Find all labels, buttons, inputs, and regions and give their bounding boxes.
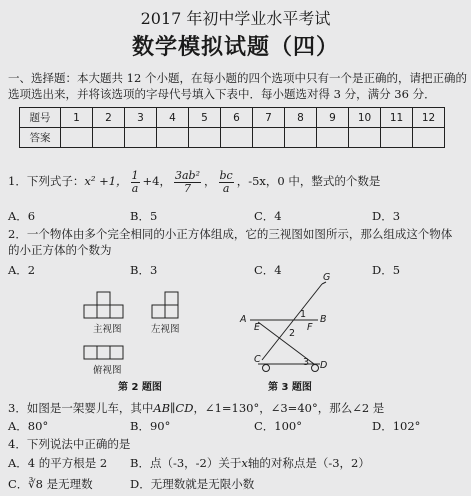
- question-3-option-b: B．90°: [130, 419, 171, 433]
- answer-table-number: 10: [349, 108, 381, 128]
- answer-cell[interactable]: [349, 128, 381, 148]
- question-1-option-c: C．4: [254, 209, 282, 223]
- front-view-label: 主视图: [93, 324, 122, 335]
- question-4-option-c: C．∛8 是无理数: [8, 477, 93, 491]
- question-4-option-b-prefix: B．点（-3，-2）关于: [130, 456, 242, 470]
- rear-wheel: [263, 365, 270, 372]
- top-view-square: [110, 346, 123, 359]
- top-view-label: 俯视图: [93, 365, 122, 376]
- answer-table-number: 11: [381, 108, 413, 128]
- question-1-option-b: B．5: [130, 209, 158, 223]
- question-3-stem: [8, 400, 384, 416]
- front-view-square: [97, 292, 110, 305]
- point-label-f: F: [307, 322, 313, 333]
- question-2-option-c: C．4: [254, 263, 282, 277]
- question-1-suffix: ，-5x，0 中，整式的个数是: [236, 174, 381, 188]
- question-2-option-b: B．3: [130, 263, 158, 277]
- answer-table-header-label: 题号: [20, 108, 61, 128]
- question-1-term-1: x² +1，: [84, 174, 128, 188]
- answer-table-number: 1: [61, 108, 93, 128]
- point-label-c: C: [254, 354, 261, 365]
- fraction-denominator: 7: [184, 181, 191, 195]
- exam-subtitle: 数学模拟试题（四）: [131, 34, 339, 60]
- question-4-stem: 4．下列说法中正确的是: [8, 437, 131, 451]
- answer-table-number: 9: [317, 108, 349, 128]
- answer-table-number: 8: [285, 108, 317, 128]
- parallel-symbol: ∥: [170, 401, 176, 415]
- answer-table-number: 4: [157, 108, 189, 128]
- point-label-e: E: [254, 322, 261, 333]
- answer-cell[interactable]: [285, 128, 317, 148]
- handle-bar-gc: [262, 284, 322, 360]
- variable-x: x: [241, 456, 248, 470]
- answer-table-number: 3: [125, 108, 157, 128]
- question-1-fraction-3: [219, 170, 234, 195]
- section1-instructions-line1: 一、选择题：本大题共 12 个小题，在每小题的四个选项中只有一个是正确的，请把正确的: [8, 71, 467, 85]
- question-1-prefix: 1．下列式子：: [8, 174, 85, 188]
- answer-table-number: 2: [93, 108, 125, 128]
- point-label-b: B: [320, 314, 327, 325]
- point-label-g: G: [323, 272, 331, 283]
- question-4-option-d: D．无理数就是无限小数: [130, 477, 255, 491]
- exam-title: 2017 年初中学业水平考试: [140, 9, 331, 28]
- fraction-denominator: a: [131, 181, 139, 195]
- fraction-denominator: a: [222, 181, 230, 195]
- front-view-square: [110, 305, 123, 318]
- answer-table-row-answers: [20, 128, 445, 148]
- segment-cd: CD: [175, 401, 194, 415]
- question-2-line-1: 2．一个物体由多个完全相同的小正方体组成，它的三视图如图所示，那么组成这个物体: [8, 227, 453, 241]
- answer-cell[interactable]: [189, 128, 221, 148]
- left-view-square: [165, 305, 178, 318]
- top-view-square: [97, 346, 110, 359]
- front-view-square: [97, 305, 110, 318]
- answer-cell[interactable]: [61, 128, 93, 148]
- answer-cell[interactable]: [125, 128, 157, 148]
- question-3-prefix: 3．如图是一架婴儿车，其中: [8, 401, 154, 415]
- answer-cell[interactable]: [253, 128, 285, 148]
- fraction-numerator: bc: [219, 168, 233, 182]
- section1-instructions-line2: 选项选出来，并将该选项的字母代号填入下表中．每小题选对得 3 分，满分 36 分．: [8, 87, 436, 101]
- answer-table-number: 6: [221, 108, 253, 128]
- question-2-option-d: D．5: [372, 263, 401, 277]
- fraction-numerator: 3ab²: [175, 168, 201, 182]
- question-2-option-a: A．2: [8, 263, 36, 277]
- question-4-option-b: [130, 455, 370, 471]
- angle-label-3: 3: [303, 357, 310, 368]
- answer-cell[interactable]: [317, 128, 349, 148]
- answer-cell[interactable]: [381, 128, 413, 148]
- left-view-square: [165, 292, 178, 305]
- point-label-d: D: [320, 360, 328, 371]
- question-1-stem: [8, 167, 380, 195]
- answer-table: [19, 107, 445, 148]
- question-1-option-a: A．6: [8, 209, 36, 223]
- question-1-term-3: ，: [204, 174, 216, 188]
- question-4-option-a: A．4 的平方根是 2: [8, 456, 108, 470]
- fraction-numerator: 1: [131, 168, 139, 182]
- answer-table-row-numbers: [20, 108, 445, 128]
- answer-table-answer-label: 答案: [20, 128, 61, 148]
- answer-table-number: 5: [189, 108, 221, 128]
- question-2-line-2: 的小正方体的个数为: [8, 243, 112, 257]
- answer-cell[interactable]: [413, 128, 445, 148]
- segment-ab: AB: [153, 401, 171, 415]
- answer-cell[interactable]: [93, 128, 125, 148]
- answer-cell[interactable]: [157, 128, 189, 148]
- answer-table-number: 7: [253, 108, 285, 128]
- top-view-square: [84, 346, 97, 359]
- question-3-option-c: C．100°: [254, 419, 302, 433]
- left-view-label: 左视图: [151, 324, 180, 335]
- answer-cell[interactable]: [221, 128, 253, 148]
- question-1-fraction-1: [131, 170, 140, 195]
- question-4-option-b-suffix: 轴的对称点是（-3，2）: [247, 456, 370, 470]
- angle-label-2: 2: [289, 328, 296, 339]
- figure-2-caption: 第 2 题图: [118, 382, 162, 393]
- front-wheel: [312, 365, 319, 372]
- angle-label-1: 1: [300, 309, 307, 320]
- point-label-a: A: [240, 314, 247, 325]
- question-3-option-d: D．102°: [372, 419, 421, 433]
- front-view-square: [84, 305, 97, 318]
- question-1-term-2: +4，: [142, 174, 171, 188]
- question-1-fraction-2: [174, 170, 201, 195]
- question-1-option-d: D．3: [372, 209, 401, 223]
- question-3-suffix: ，∠1=130°，∠3=40°，那么∠2 是: [193, 401, 385, 415]
- answer-table-number: 12: [413, 108, 445, 128]
- question-3-option-a: A．80°: [8, 419, 49, 433]
- figure-3-caption: 第 3 题图: [268, 382, 312, 393]
- left-view-square: [152, 305, 165, 318]
